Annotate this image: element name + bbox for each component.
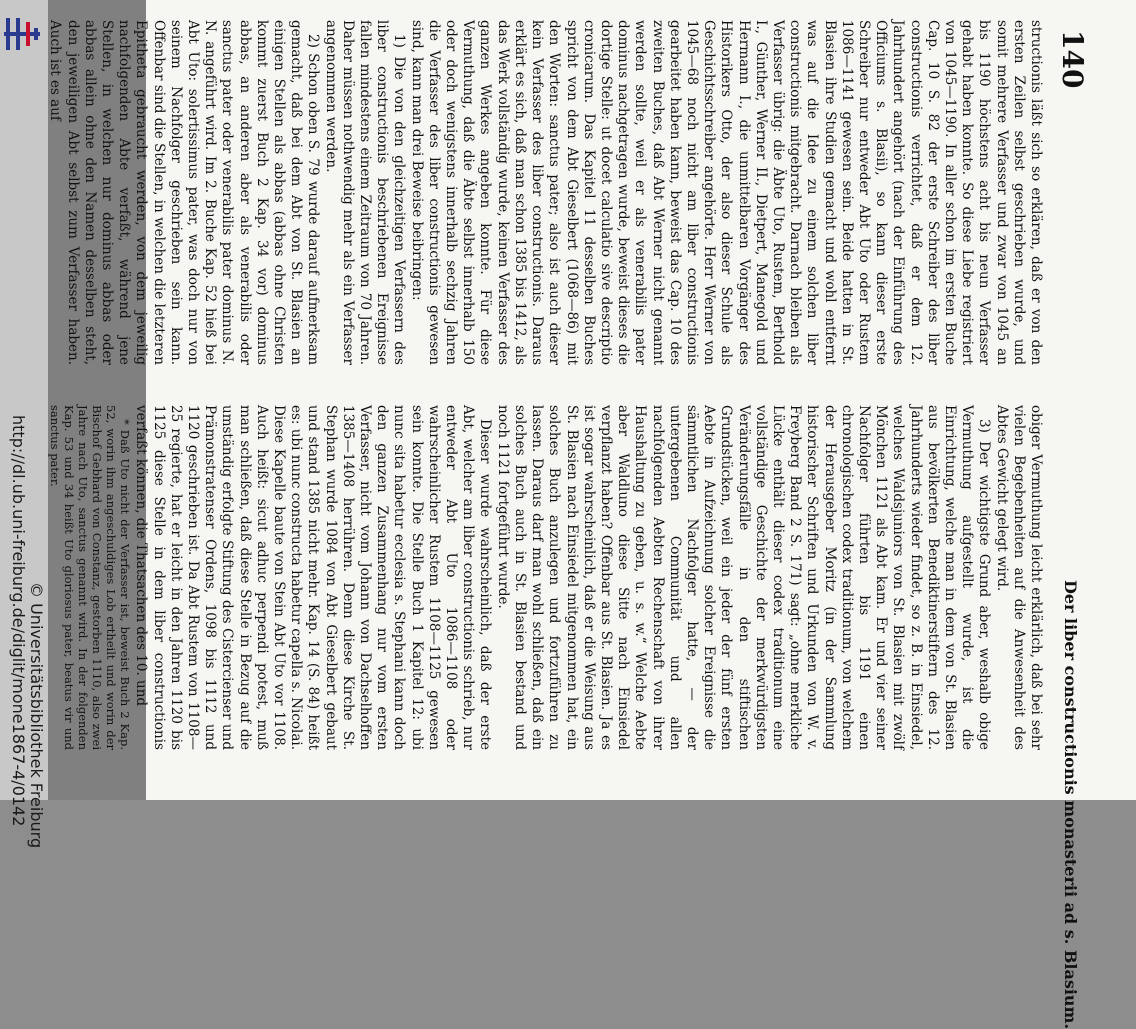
library-logo-icon[interactable] (2, 14, 42, 54)
paragraph: 3) Der wichtigste Grund aber, weshalb obige Vermuthung aufgestellt wurde, ist die Einrichtung, welche man in dem von St. Blasien aus bevölkerten Benediktinerstiftern des 12. Jahrhunderts wieder findet, so z. B. in Einsiedel, welches Waldsjuniors von St. Blasien mit zwölf Mönchen 1121 als Abt kam. Er und vier seiner Nachfolger führten bis 1191 einen chronologischen codex traditionum, von welchem der Herausgeber Moritz (in der Sammlung historischer Schriften und Urkunden von W. v. Freyberg Band 2 S. 171) sagt: „ohne merkliche Lücke enthält dieser codex traditionum eine vollständige Geschichte der merkwürdigsten Veränderungsfälle in den stiftischen Grundstücken, weil ein jeder der fünf ersten Aebte in Aufzeichnung solcher Ereignisse die sämmtlichen Nachfolger hatte, — der untergebenen Communität und allen nachfolgenden Aebten Rechenschaft von ihrer Haushaltung zu geben, u. s. w.“ Welche Aebte aber Waldluno diese Sitte nach Einsiedel verpflanzt haben? Offenbar aus St. Blasien. Ja es ist sogar wahrscheinlich, daß er die Weisung aus St. Blasien nach Einsiedel mitgenommen hat, ein solches Buch anzulegen und fortzuführen zu lassen. Daraus darf man wohl schließen, daß ein solches Buch auch in St. Blasien bestand und noch 1121 fortgeführt wurde. (494, 405, 993, 750)
right-column (48, 405, 1044, 750)
source-url[interactable]: http://dl.ub.uni-freiburg.de/diglit/mone1867-4/0142 (9, 415, 28, 827)
text-columns (47, 20, 1044, 760)
left-sidebar (0, 0, 48, 849)
footnote: * Daß Uto nicht der Verfasser ist, beweist Buch 2 Kap. 52, worin ihm angeschuldiges Lob ertheilt und worin der Bischof Gebhard von Constanz, gestorben 1110, also zwei Jahre nach Uto, sanctus genannt wird. In der folgenden Kap. 53 und 34 heißt Uto gloriosus pater, beatus vir und sanctus pater. (48, 405, 133, 750)
scanned-page (47, 0, 1136, 1029)
page-number: 140 (1056, 30, 1089, 89)
page-content (47, 20, 1089, 1029)
paragraph: obiger Vermuthung leicht erklärlich, daß bei sehr vielen Begebenheiten auf die Anwesenheit des Abtes Gewicht gelegt wird. (993, 405, 1044, 750)
copyright-notice: © Universitätsbibliothek Freiburg (27, 582, 46, 849)
paragraph: Dieser wurde wahrscheinlich, daß der erste Abt, welcher am liber constructionis schrieb, nur entweder Abt Uto 1086—1108 oder wahrscheinlicher Rustem 1108—1125 gewesen sein konnte. Die Stelle Buch 1 Kapitel 12: ubi nunc sita habetur ecclesia s. Stephani kann doch den ganzen Zusammenhang nur vom ersten Verfasser, nicht vom Johann von Dachselhoffen 1385—1408 herrühren. Denn diese Kirche St. Stephan wurde 1084 von Abt Gieselbert gebaut und stand 1385 nicht mehr. Kap. 14 (S. 84) heißt es: ubi nunc constructa habetur capella s. Nicolai. Diese Kapelle baute von Stein Abt Uto vor 1108. Auch heißt: sicut adhuc perpendi potest, muß man schließen, daß diese Stelle in Bezug auf die umständig erfolgte Stiftung des Cistercienser und Prämonstratenser Ordens, 1098 bis 1112 und 1120 geschrieben ist. Da Abt Rustem von 1108—25 regierte, hat er leicht in den Jahren 1120 bis 1125 diese Stelle in dem liber constructionis verfaßt können, die Thatsachen des 10. und (133, 405, 494, 750)
paragraph: 1) Die von den gleichzeitigen Verfassern des liber constructionis beschriebenen Ereignisse fallen mindestens einem Zeitraum von 70 Jahren. Daher müssen nothwendig mehr als ein Verfasser angenommen werden. (322, 20, 408, 365)
document-viewer[interactable] (47, 0, 1097, 1029)
paragraph: 2) Schon oben S. 79 wurde darauf aufmerksam gemacht, daß bei dem Abt von St. Blasien an einigen Stellen als abbas (abbas ohne Christen kommt zuerst Buch 2 Kap. 34 vor) dominus abbas, an anderen aber als venerabilis oder sanctus pater oder venerabilis pater dominus N. N. angeführt wird. Im 2. Buche Kap. 52 hieß bei Abt Uto: solertissimus pater, was doch nur von seinem Nachfolger geschrieben sein kann. Offenbar sind die Stellen, in welchen die letzteren Epitheta gebraucht werden, von dem jeweilig nachfolgenden Abte verfaßt, während jene Stellen, in welchen nur dominus abbas oder abbas allein ohne den Namen desselben steht, den jeweiligen Abt selbst zum Verfasser haben. Auch ist es auf (47, 20, 322, 365)
running-title: Der liber constructionis monasterii ad s. Blasium. (1061, 580, 1080, 1029)
page-header (1048, 20, 1089, 1029)
paragraph: structionis läßt sich so erklären, daß er von den ersten Zeilen selbst geschrieben wurde, und somit mehrere Verfasser und zwar von 1045 an bis 1190 höchstens acht bis neun Verfasser gehabt haben konnte. So diese Liebe registriert von 1045—1190. In aller schon im ersten Buche Cap. 10 S. 82 der erste Schreiber des liber constructionis verrichtet, daß er dem 12. Jahrhundert angehört (nach der Einführung des Officiums s. Blasii), so kann dieser erste Schreiber nur entweder Abt Uto oder Rustem 1086—1141 gewesen sein. Beide hatten in St. Blasien ihre Studien gemacht und wohl entfernt was auf die Idee zu einem solchen liber constructionis mitgebracht. Darnach bleiben als Verfasser übrig: die Äbte Uto, Rustem, Berthold I., Günther, Werner II., Dietpert, Manegold und Hermann I., die unmittelbaren Vorgänger des Historikers Otto, der also dieser Schule als Geschichtsschreiber angehörte. Herr Werner von 1045—68 noch nicht am liber constructionis gearbeitet haben kann, beweist das Cap. 10 des zweiten Buches, daß Abt Werner nicht genannt werden sollte, weil er als venerabilis pater dominus nachgetragen wurde, beweist dieses die dortige Stelle: ut docet calculatio sive descriptio cronicarum. Das Kapitel 11 desselben Buches spricht von dem Abt Gieselbert (1068—86) mit den Worten: sanctus pater; also ist auch dieser kein Verfasser des liber constructionis. Daraus erklärt es sich, daß man schon 1385 bis 1412, als das Werk vollständig wurde, keinen Verfasser des ganzen Werkes angeben konnte. Für diese Vermuthung, daß die Äbte selbst innerhalb 150 oder doch wenigstens innerhalb sechzig Jahren die Verfasser des liber constructionis gewesen sind, kann man drei Beweise beibringen: (408, 20, 1044, 365)
left-column (47, 20, 1044, 365)
